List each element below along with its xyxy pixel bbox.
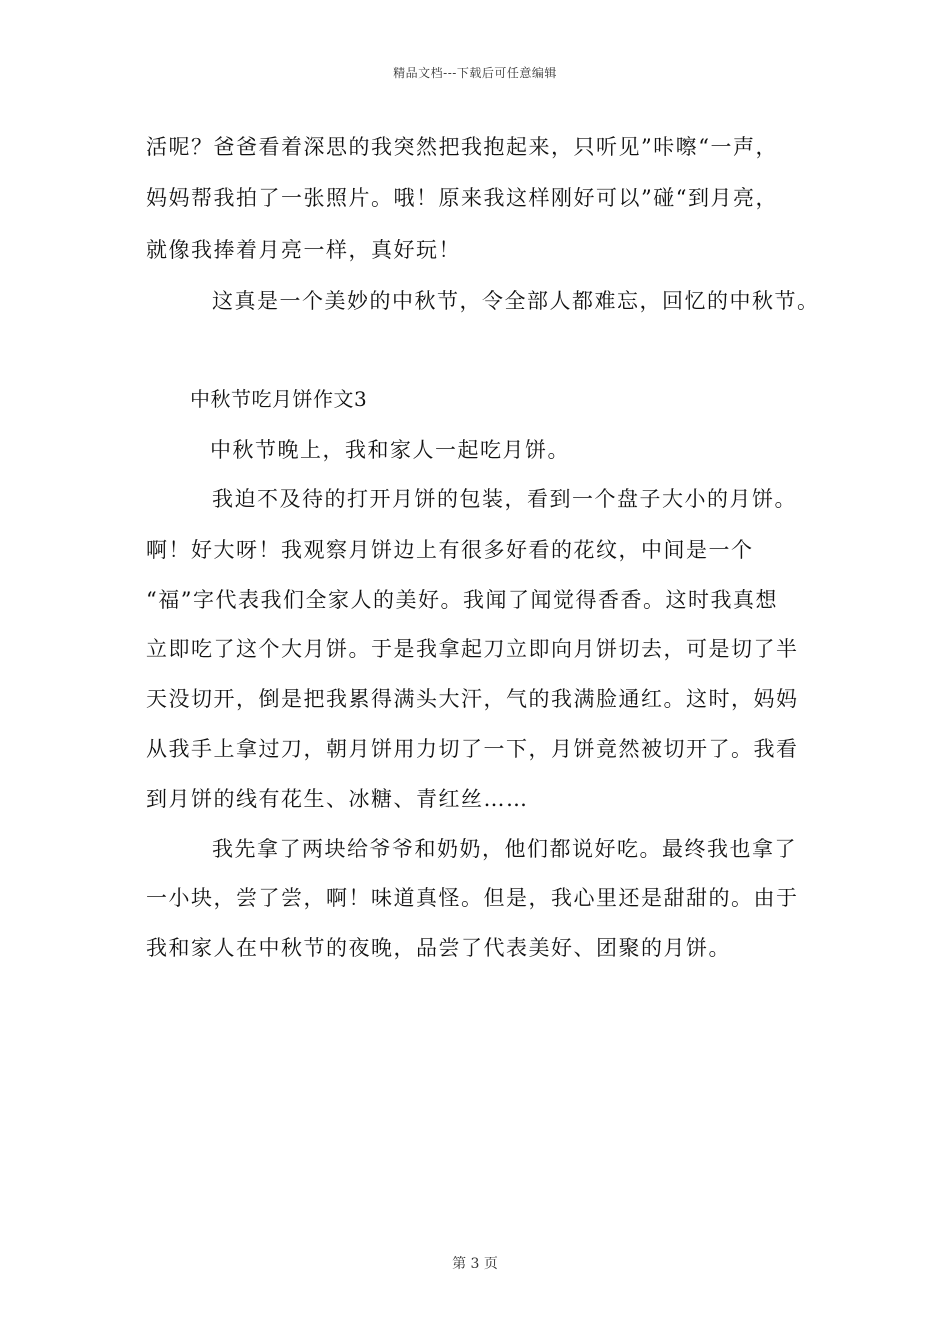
- page-header: 精品文档---下载后可任意编辑: [393, 66, 557, 80]
- section-title: 中秋节吃月饼作文3: [190, 387, 368, 411]
- paragraph-line: 妈妈帮我拍了一张照片。哦！原来我这样刚好可以”碰“到月亮，: [146, 186, 778, 210]
- paragraph-line: 一小块，尝了尝，啊！味道真怪。但是，我心里还是甜甜的。由于: [146, 886, 799, 910]
- paragraph-line: 我先拿了两块给爷爷和奶奶，他们都说好吃。最终我也拿了: [212, 837, 797, 861]
- paragraph-line: 从我手上拿过刀，朝月饼用力切了一下，月饼竟然被切开了。我看: [146, 737, 799, 761]
- paragraph-line: “福”字代表我们全家人的美好。我闻了闻觉得香香。这时我真想: [146, 588, 778, 612]
- paragraph-line: 啊！好大呀！我观察月饼边上有很多好看的花纹，中间是一个: [146, 538, 754, 562]
- paragraph-line: 中秋节晚上，我和家人一起吃月饼。: [210, 438, 570, 462]
- page-number: 第 3 页: [452, 1256, 498, 1272]
- paragraph-line: 活呢？爸爸看着深思的我突然把我抱起来，只听见”咔嚓“一声，: [146, 135, 778, 159]
- paragraph-line: 到月饼的线有花生、冰糖、青红丝……: [146, 787, 529, 811]
- paragraph-line: 我迫不及待的打开月饼的包装，看到一个盘子大小的月饼。: [212, 487, 797, 511]
- paragraph-line: 就像我捧着月亮一样，真好玩！: [146, 238, 461, 262]
- paragraph-line: 这真是一个美妙的中秋节，令全部人都难忘，回忆的中秋节。: [212, 289, 820, 313]
- paragraph-line: 天没切开，倒是把我累得满头大汗，气的我满脸通红。这时，妈妈: [146, 687, 799, 711]
- paragraph-line: 我和家人在中秋节的夜晚，品尝了代表美好、团聚的月饼。: [146, 936, 731, 960]
- paragraph-line: 立即吃了这个大月饼。于是我拿起刀立即向月饼切去，可是切了半: [146, 637, 799, 661]
